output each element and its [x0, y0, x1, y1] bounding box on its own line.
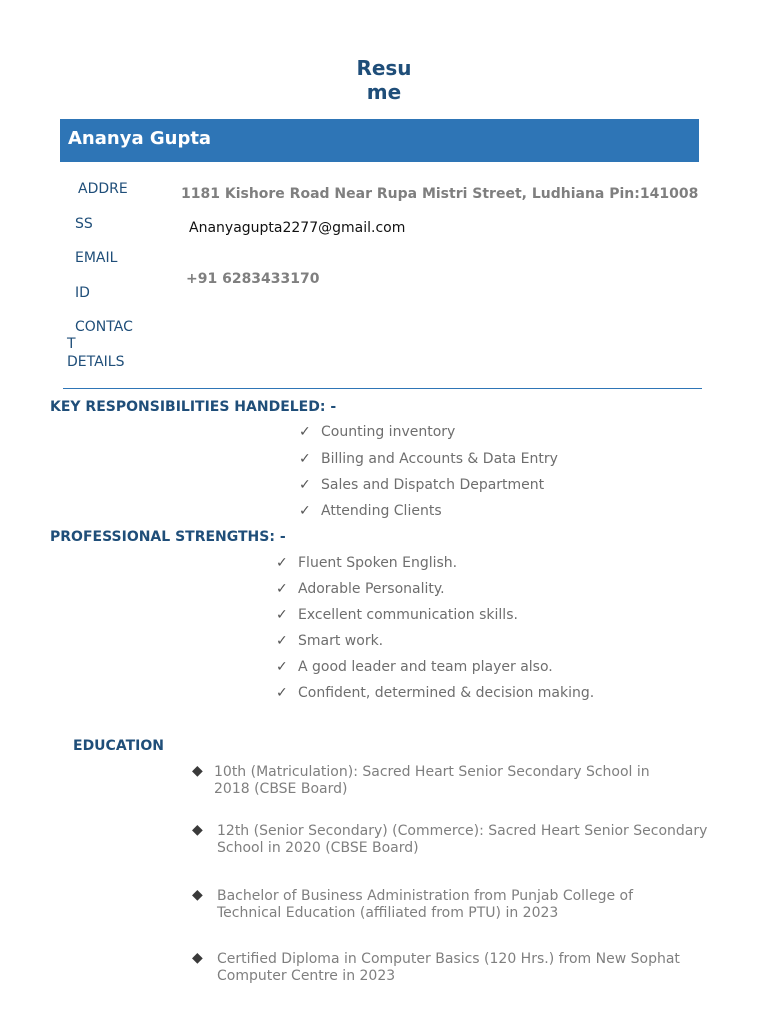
- diamond-bullet-icon: ◆: [192, 822, 203, 838]
- name-banner: [60, 119, 699, 162]
- check-icon: ✓: [276, 633, 288, 649]
- diamond-bullet-icon: ◆: [192, 887, 203, 903]
- title-line-1: Resu: [356, 56, 412, 80]
- check-icon: ✓: [276, 659, 288, 675]
- list-item: ✓ A good leader and team player also.: [276, 659, 553, 675]
- list-item: ✓ Excellent communication skills.: [276, 607, 518, 623]
- strengths-heading: PROFESSIONAL STRENGTHS: -: [50, 529, 286, 545]
- check-icon: ✓: [299, 477, 311, 493]
- check-icon: ✓: [276, 607, 288, 623]
- check-icon: ✓: [299, 424, 311, 440]
- list-item: ✓ Attending Clients: [299, 503, 442, 519]
- responsibilities-heading: KEY RESPONSIBILITIES HANDELED: -: [50, 399, 337, 415]
- label-email-1: EMAIL: [75, 250, 118, 266]
- education-heading: EDUCATION: [73, 738, 164, 754]
- candidate-name: Ananya Gupta: [68, 128, 212, 149]
- check-icon: ✓: [276, 685, 288, 701]
- title-line-2: me: [366, 80, 402, 104]
- list-item: 12th (Senior Secondary) (Commerce): Sacred Heart Senior Secondary School in 2020 (CBSE Board): [217, 823, 708, 856]
- label-address-1: ADDRE: [78, 181, 128, 197]
- list-item: ✓ Billing and Accounts & Data Entry: [299, 451, 558, 467]
- label-address-2: SS: [75, 216, 93, 232]
- label-email-2: ID: [75, 285, 90, 301]
- list-item: Bachelor of Business Administration from Punjab College of Technical Education (affiliated from PTU) in 2023: [217, 888, 634, 921]
- list-item: ✓ Adorable Personality.: [276, 581, 445, 597]
- resume-title: [354, 56, 414, 104]
- phone-value: +91 6283433170: [186, 271, 320, 287]
- email-value[interactable]: Ananyagupta2277@gmail.com: [189, 220, 406, 236]
- list-item: ✓ Counting inventory: [299, 424, 456, 440]
- list-item: ✓ Fluent Spoken English.: [276, 555, 458, 571]
- list-item: ✓ Sales and Dispatch Department: [299, 477, 545, 493]
- list-item: 10th (Matriculation): Sacred Heart Senior Secondary School in 2018 (CBSE Board): [214, 764, 650, 797]
- address-value: 1181 Kishore Road Near Rupa Mistri Street, Ludhiana Pin:141008: [181, 186, 699, 202]
- check-icon: ✓: [276, 581, 288, 597]
- diamond-bullet-icon: ◆: [192, 950, 203, 966]
- label-contact-2: T: [67, 336, 76, 352]
- check-icon: ✓: [299, 503, 311, 519]
- label-contact-3: DETAILS: [67, 354, 125, 370]
- diamond-bullet-icon: ◆: [192, 763, 203, 779]
- list-item: ✓ Confident, determined & decision making.: [276, 685, 595, 701]
- list-item: Certified Diploma in Computer Basics (120 Hrs.) from New Sophat Computer Centre in 2023: [217, 951, 680, 984]
- list-item: ✓ Smart work.: [276, 633, 384, 649]
- section-divider: [63, 388, 702, 389]
- label-contact-1: CONTAC: [75, 319, 133, 335]
- check-icon: ✓: [276, 555, 288, 571]
- check-icon: ✓: [299, 451, 311, 467]
